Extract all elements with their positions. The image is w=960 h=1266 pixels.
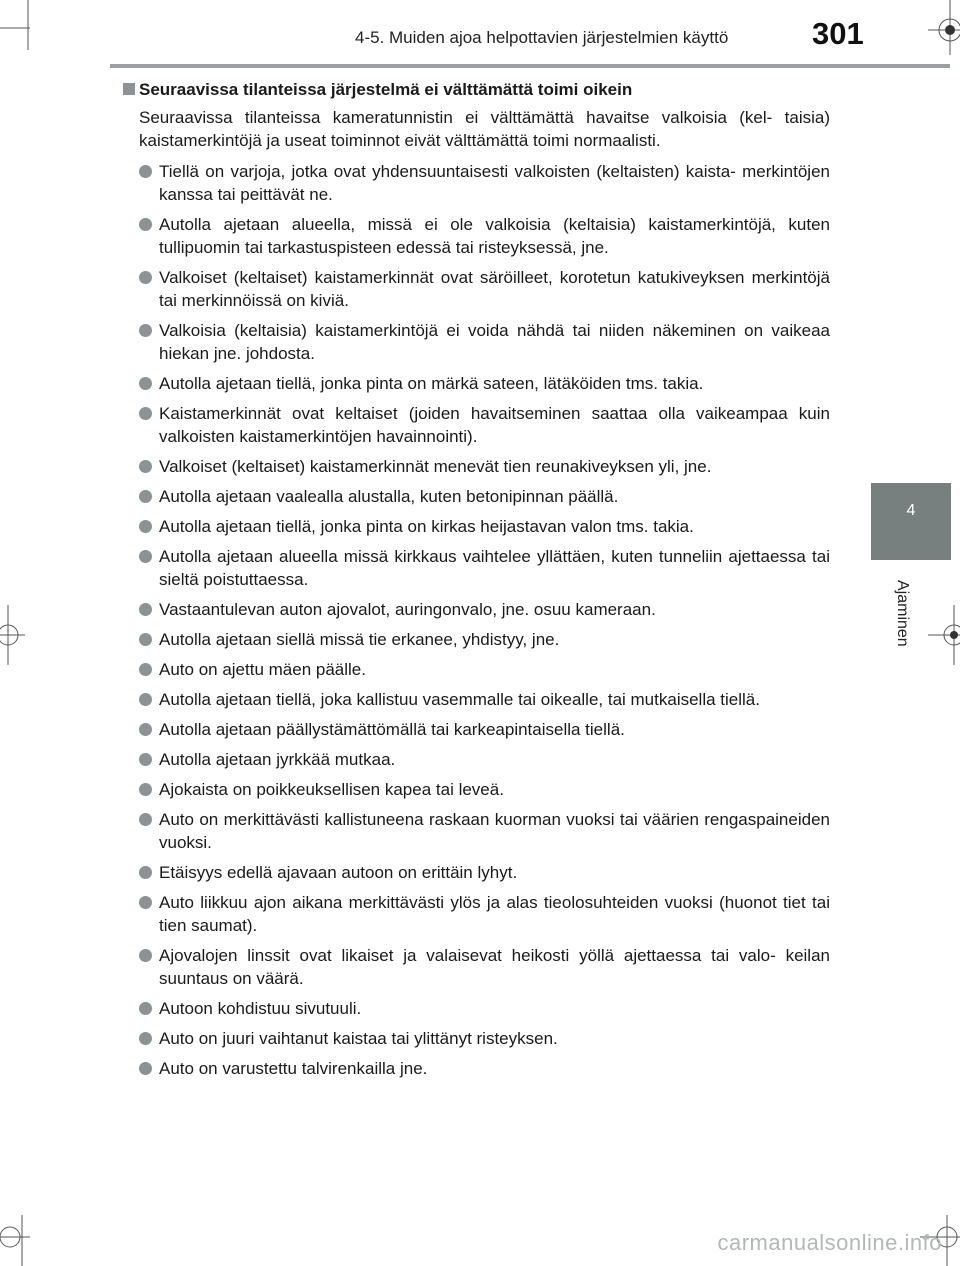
main-content: [124, 80, 830, 1087]
chapter-label: Ajaminen: [894, 580, 911, 647]
round-bullet-icon: [139, 218, 152, 231]
list-item: Vastaantulevan auton ajovalot, auringonvalo, jne. osuu kameraan.: [124, 598, 830, 621]
list-item: Autolla ajetaan alueella missä kirkkaus vaihtelee yllättäen, kuten tunneliin ajettaessa tai sieltä poistuttaessa.: [124, 545, 830, 591]
section-heading: [124, 80, 830, 100]
crop-mark-bottom-left: [0, 1215, 40, 1266]
list-item: Auto on merkittävästi kallistuneena raskaan kuorman vuoksi tai väärien rengaspaineiden vuoksi.: [124, 808, 830, 854]
crop-mark-mid-right: [928, 605, 960, 665]
round-bullet-icon: [139, 723, 152, 736]
round-bullet-icon: [139, 949, 152, 962]
round-bullet-icon: [139, 633, 152, 646]
crop-mark-top-right: [920, 0, 960, 60]
list-item: Autolla ajetaan alueella, missä ei ole valkoisia (keltaisia) kaistamerkintöjä, kuten tullipuomin tai tarkastuspisteen edessä tai risteyksessä, jne.: [124, 213, 830, 259]
round-bullet-icon: [139, 693, 152, 706]
list-item: Ajovalojen linssit ovat likaiset ja valaisevat heikosti yöllä ajettaessa tai valo- keilan suuntaus on väärä.: [124, 944, 830, 990]
list-item: Ajokaista on poikkeuksellisen kapea tai leveä.: [124, 778, 830, 801]
round-bullet-icon: [139, 165, 152, 178]
list-item: Autolla ajetaan siellä missä tie erkanee, yhdistyy, jne.: [124, 628, 830, 651]
section-intro: Seuraavissa tilanteissa kameratunnistin ei välttämättä havaitse valkoisia (kel- taisia) kaistamerkintöjä ja useat toiminnot eivät välttämättä toimi normaalisti.: [139, 108, 830, 150]
list-item: Auto on ajettu mäen päälle.: [124, 658, 830, 681]
list-item: Autoon kohdistuu sivutuuli.: [124, 997, 830, 1020]
chapter-tab: [871, 483, 951, 560]
round-bullet-icon: [139, 753, 152, 766]
round-bullet-icon: [139, 407, 152, 420]
round-bullet-icon: [139, 550, 152, 563]
round-bullet-icon: [139, 663, 152, 676]
round-bullet-icon: [139, 866, 152, 879]
chapter-number: 4: [906, 502, 916, 519]
list-item: Autolla ajetaan vaalealla alustalla, kuten betonipinnan päällä.: [124, 485, 830, 508]
crop-mark-top-left: [0, 0, 40, 60]
list-item: Valkoisia (keltaisia) kaistamerkintöjä ei voida nähdä tai niiden näkeminen on vaikeaa hiekan jne. johdosta.: [124, 319, 830, 365]
round-bullet-icon: [139, 377, 152, 390]
list-item: Tiellä on varjoja, jotka ovat yhdensuuntaisesti valkoisten (keltaisten) kaista- merkintöjen kanssa tai peittävät ne.: [124, 160, 830, 206]
round-bullet-icon: [139, 603, 152, 616]
list-item: Autolla ajetaan tiellä, jonka pinta on kirkas heijastavan valon tms. takia.: [124, 515, 830, 538]
list-item: Auto on varustettu talvirenkailla jne.: [124, 1057, 830, 1080]
list-item: Valkoiset (keltaiset) kaistamerkinnät ovat säröilleet, korotetun katukiveyksen merkintöjä tai merkinnöissä on kiviä.: [124, 266, 830, 312]
round-bullet-icon: [139, 324, 152, 337]
round-bullet-icon: [139, 1062, 152, 1075]
condition-list: [124, 160, 830, 1080]
crop-mark-mid-left: [0, 605, 30, 665]
list-item: Etäisyys edellä ajavaan autoon on erittäin lyhyt.: [124, 861, 830, 884]
list-item: Valkoiset (keltaiset) kaistamerkinnät menevät tien reunakiveyksen yli, jne.: [124, 455, 830, 478]
list-item: Auto liikkuu ajon aikana merkittävästi ylös ja alas tieolosuhteiden vuoksi (huonot tiet tai tien saumat).: [124, 891, 830, 937]
list-item: Kaistamerkinnät ovat keltaiset (joiden havaitseminen saattaa olla vaikeampaa kuin valkoisten kaistamerkintöjen havainnointi).: [124, 402, 830, 448]
round-bullet-icon: [139, 896, 152, 909]
list-item: Autolla ajetaan tiellä, jonka pinta on märkä sateen, lätäköiden tms. takia.: [124, 372, 830, 395]
list-item: Autolla ajetaan tiellä, joka kallistuu vasemmalle tai oikealle, tai mutkaisella tiellä.: [124, 688, 830, 711]
round-bullet-icon: [139, 520, 152, 533]
header-rule: [110, 64, 950, 68]
page-number: 301: [812, 16, 864, 51]
round-bullet-icon: [139, 271, 152, 284]
list-item: Autolla ajetaan jyrkkää mutkaa.: [124, 748, 830, 771]
square-bullet-icon: [123, 83, 135, 95]
round-bullet-icon: [139, 813, 152, 826]
round-bullet-icon: [139, 460, 152, 473]
list-item: Auto on juuri vaihtanut kaistaa tai ylittänyt risteyksen.: [124, 1027, 830, 1050]
round-bullet-icon: [139, 490, 152, 503]
running-header-section: 4-5. Muiden ajoa helpottavien järjestelmien käyttö: [355, 28, 729, 47]
round-bullet-icon: [139, 1002, 152, 1015]
section-heading-text: Seuraavissa tilanteissa järjestelmä ei välttämättä toimi oikein: [139, 80, 633, 99]
round-bullet-icon: [139, 1032, 152, 1045]
list-item: Autolla ajetaan päällystämättömällä tai karkeapintaisella tiellä.: [124, 718, 830, 741]
watermark: carmanualsonline.info: [717, 1230, 942, 1255]
round-bullet-icon: [139, 783, 152, 796]
